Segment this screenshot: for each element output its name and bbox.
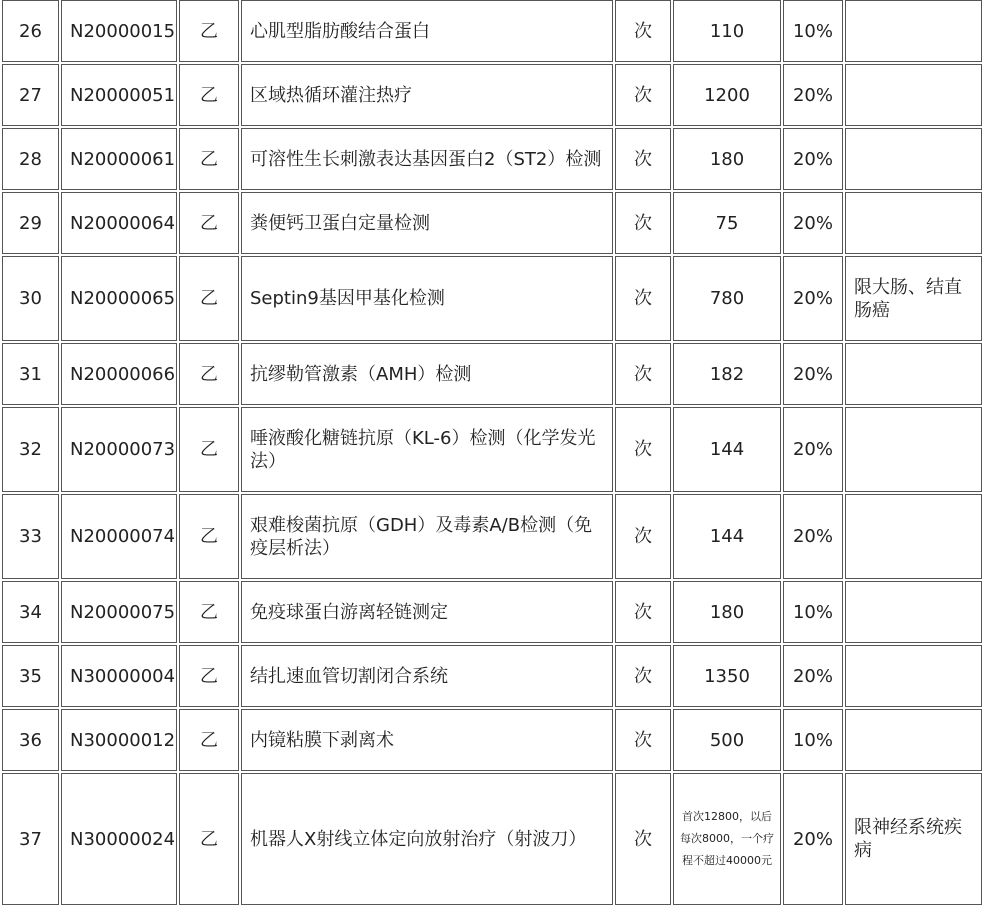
item-class: 乙 [179,256,239,341]
item-name: Septin9基因甲基化检测 [241,256,613,341]
row-number: 35 [2,645,59,707]
item-unit: 次 [615,64,671,126]
item-ratio: 20% [783,494,843,579]
table-row [2,581,982,643]
item-note [845,64,982,126]
item-code: N20000074 [61,494,177,579]
item-price: 180 [673,128,781,190]
item-code: N30000012 [61,709,177,771]
item-note [845,0,982,62]
item-code: N20000065 [61,256,177,341]
item-note [845,709,982,771]
item-code: N30000004 [61,645,177,707]
table-row [2,343,982,405]
item-name: 艰难梭菌抗原（GDH）及毒素A/B检测（免疫层析法） [241,494,613,579]
item-ratio: 20% [783,645,843,707]
item-class: 乙 [179,709,239,771]
table-row [2,256,982,341]
item-note: 限大肠、结直肠癌 [845,256,982,341]
item-ratio: 20% [783,256,843,341]
item-code: N20000051 [61,64,177,126]
item-price: 500 [673,709,781,771]
item-name: 区域热循环灌注热疗 [241,64,613,126]
item-price: 144 [673,494,781,579]
item-name: 内镜粘膜下剥离术 [241,709,613,771]
row-number: 32 [2,407,59,492]
row-number: 34 [2,581,59,643]
table-row [2,192,982,254]
item-code: N20000073 [61,407,177,492]
item-ratio: 20% [783,64,843,126]
table-row [2,645,982,707]
item-class: 乙 [179,0,239,62]
item-code: N20000066 [61,343,177,405]
item-note [845,494,982,579]
item-ratio: 20% [783,773,843,905]
item-class: 乙 [179,581,239,643]
item-price: 1200 [673,64,781,126]
row-number: 28 [2,128,59,190]
item-note: 限神经系统疾病 [845,773,982,905]
item-class: 乙 [179,645,239,707]
row-number: 36 [2,709,59,771]
item-note [845,645,982,707]
item-unit: 次 [615,0,671,62]
item-ratio: 20% [783,128,843,190]
item-price: 182 [673,343,781,405]
table-row [2,709,982,771]
table-row [2,128,982,190]
item-price: 1350 [673,645,781,707]
item-class: 乙 [179,494,239,579]
item-note [845,192,982,254]
item-price: 144 [673,407,781,492]
item-ratio: 10% [783,581,843,643]
item-class: 乙 [179,128,239,190]
item-unit: 次 [615,192,671,254]
item-price: 110 [673,0,781,62]
item-unit: 次 [615,343,671,405]
row-number: 30 [2,256,59,341]
item-name: 可溶性生长刺激表达基因蛋白2（ST2）检测 [241,128,613,190]
item-class: 乙 [179,64,239,126]
item-price: 780 [673,256,781,341]
item-name: 心肌型脂肪酸结合蛋白 [241,0,613,62]
item-unit: 次 [615,581,671,643]
item-unit: 次 [615,256,671,341]
item-ratio: 10% [783,0,843,62]
item-unit: 次 [615,128,671,190]
item-unit: 次 [615,645,671,707]
item-unit: 次 [615,407,671,492]
row-number: 31 [2,343,59,405]
item-name: 免疫球蛋白游离轻链测定 [241,581,613,643]
table-row [2,494,982,579]
item-name: 机器人X射线立体定向放射治疗（射波刀） [241,773,613,905]
item-class: 乙 [179,192,239,254]
table-row [2,64,982,126]
table-row [2,407,982,492]
item-name: 粪便钙卫蛋白定量检测 [241,192,613,254]
item-note [845,343,982,405]
table-row [2,0,982,62]
item-code: N20000061 [61,128,177,190]
item-code: N20000064 [61,192,177,254]
item-name: 唾液酸化糖链抗原（KL-6）检测（化学发光法） [241,407,613,492]
row-number: 37 [2,773,59,905]
row-number: 33 [2,494,59,579]
item-code: N20000015 [61,0,177,62]
item-note [845,128,982,190]
item-note [845,407,982,492]
item-ratio: 20% [783,192,843,254]
row-number: 26 [2,0,59,62]
item-code: N20000075 [61,581,177,643]
item-class: 乙 [179,773,239,905]
item-price: 75 [673,192,781,254]
item-unit: 次 [615,773,671,905]
item-unit: 次 [615,494,671,579]
item-note [845,581,982,643]
row-number: 29 [2,192,59,254]
item-class: 乙 [179,343,239,405]
item-price: 180 [673,581,781,643]
item-ratio: 20% [783,343,843,405]
item-price: 首次12800，以后每次8000，一个疗程不超过40000元 [673,773,781,905]
item-class: 乙 [179,407,239,492]
item-ratio: 20% [783,407,843,492]
item-ratio: 10% [783,709,843,771]
item-name: 抗缪勒管激素（AMH）检测 [241,343,613,405]
item-unit: 次 [615,709,671,771]
item-code: N30000024 [61,773,177,905]
item-name: 结扎速血管切割闭合系统 [241,645,613,707]
table-row [2,773,982,905]
row-number: 27 [2,64,59,126]
